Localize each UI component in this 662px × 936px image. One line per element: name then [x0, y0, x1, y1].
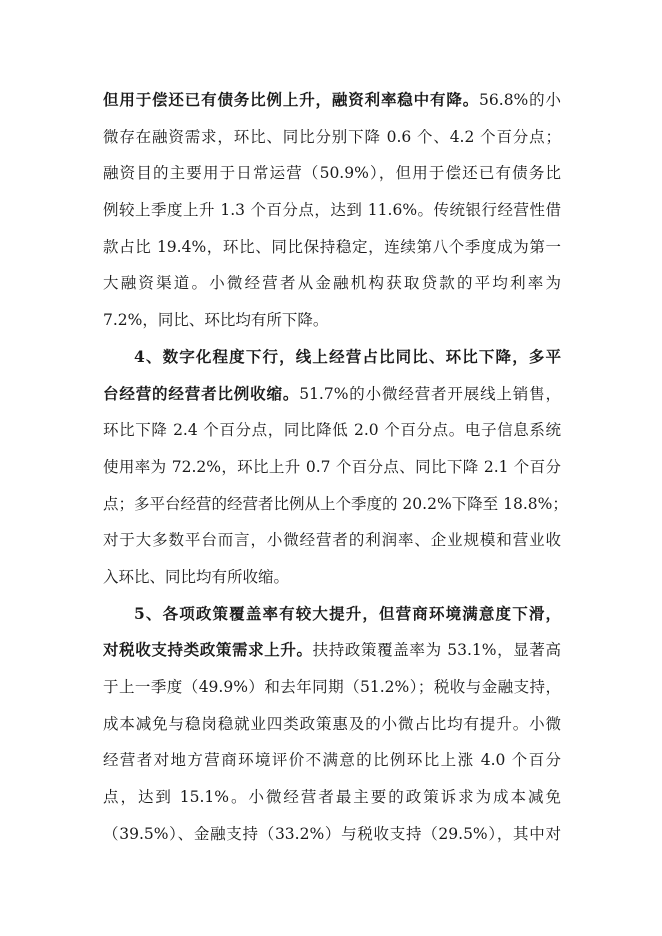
text-line [103, 376, 561, 413]
body-text: 经营者对地方营商环境评价不满意的比例环比上涨 4.0 个百分 [103, 751, 561, 770]
paragraph-digitalization [103, 339, 568, 596]
bold-heading-text: 5、各项政策覆盖率有较大提升，但营商环境满意度下滑， [134, 603, 561, 623]
body-text: （39.5%）、金融支持（33.2%）与税收支持（29.5%），其中对 [103, 824, 561, 843]
text-line [103, 339, 561, 376]
body-text: 入环比、同比均有所收缩。 [103, 567, 290, 586]
text-line [103, 302, 561, 339]
text-line [103, 522, 561, 559]
bold-heading-text: 对税收支持类政策需求上升。 [103, 640, 313, 660]
paragraph-policy [103, 596, 561, 853]
body-text: 点，达到 15.1%。小微经营者最主要的政策诉求为成本减免 [103, 788, 561, 807]
text-line [103, 449, 561, 486]
body-text: 微存在融资需求，环比、同比分别下降 0.6 个、4.2 个百分点； [103, 127, 561, 146]
body-text: 对于大多数平台而言，小微经营者的利润率、企业规模和营业收 [103, 531, 561, 550]
text-line [103, 412, 561, 449]
text-line [103, 486, 568, 523]
text-line [103, 632, 561, 669]
text-line [103, 669, 561, 706]
text-line [103, 155, 561, 192]
text-line [103, 192, 561, 229]
body-text: 点；多平台经营的经营者比例从上个季度的 20.2%下降至 18.8%； [103, 494, 568, 513]
body-text: 56.8%的小 [479, 91, 561, 109]
body-text: 成本减免与稳岗稳就业四类政策惠及的小微占比均有提升。小微 [103, 714, 561, 733]
text-line [103, 816, 561, 853]
body-text: 51.7%的小微经营者开展线上销售， [299, 384, 561, 403]
body-text: 于上一季度（49.9%）和去年同期（51.2%）；税收与金融支持， [103, 678, 561, 696]
body-text: 融资目的主要用于日常运营（50.9%），但用于偿还已有债务比 [103, 164, 561, 183]
text-line [103, 559, 561, 596]
body-text: 大融资渠道。小微经营者从金融机构获取贷款的平均利率为 [103, 274, 561, 293]
text-line [103, 229, 561, 266]
text-line [103, 779, 561, 816]
body-text: 例较上季度上升 1.3 个百分点，达到 11.6%。传统银行经营性借 [103, 201, 561, 220]
document-page [103, 82, 568, 852]
text-line [103, 596, 561, 633]
body-text: 使用率为 72.2%，环比上升 0.7 个百分点、同比下降 2.1 个百分 [103, 457, 561, 476]
bold-heading-text: 4、数字化程度下行，线上经营占比同比、环比下降，多平 [134, 346, 561, 366]
text-line [103, 265, 561, 302]
text-line [103, 119, 561, 156]
body-text: 7.2%，同比、环比均有所下降。 [103, 311, 329, 330]
bold-heading-text: 但用于偿还已有债务比例上升，融资利率稳中有降。 [103, 90, 480, 109]
body-text: 环比下降 2.4 个百分点，同比降低 2.0 个百分点。电子信息系统 [103, 421, 561, 440]
body-text: 扶持政策覆盖率为 53.1%，显著高 [312, 641, 561, 660]
paragraph-financing [103, 82, 561, 339]
bold-heading-text: 台经营的经营者比例收缩。 [103, 383, 300, 403]
text-line [103, 742, 561, 779]
text-line [103, 706, 561, 743]
body-text: 款占比 19.4%，环比、同比保持稳定，连续第八个季度成为第一 [103, 237, 561, 256]
text-line [103, 82, 561, 119]
